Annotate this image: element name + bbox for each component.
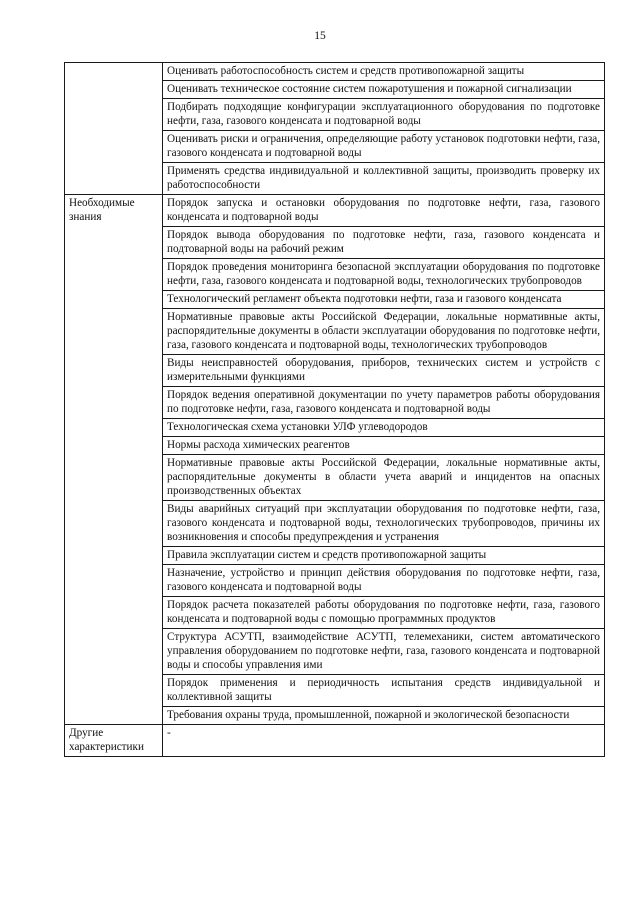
requirement-text: Структура АСУТП, взаимодействие АСУТП, телемеханики, систем автоматического управления оборудованием по подготовке нефти, газа, газового конденсата и подтоварной воды и способы управления ими [163, 629, 605, 675]
requirement-text: Порядок ведения оперативной документации по учету параметров работы оборудования по подготовке нефти, газа, газового конденсата и подтоварной воды [163, 387, 605, 419]
section-label: Необходимые знания [65, 195, 163, 725]
competency-table-body [65, 63, 605, 757]
requirement-text: Оценивать риски и ограничения, определяющие работу установок подготовки нефти, газа, газового конденсата и подтоварной воды [163, 131, 605, 163]
requirement-text: - [163, 725, 605, 757]
section-label: Другие характеристики [65, 725, 163, 757]
requirement-text: Применять средства индивидуальной и коллективной защиты, производить проверку их работоспособности [163, 163, 605, 195]
table-row [65, 63, 605, 81]
requirement-text: Оценивать техническое состояние систем пожаротушения и пожарной сигнализации [163, 81, 605, 99]
requirement-text: Технологический регламент объекта подготовки нефти, газа и газового конденсата [163, 291, 605, 309]
requirement-text: Назначение, устройство и принцип действия оборудования по подготовке нефти, газа, газового конденсата и подтоварной воды [163, 565, 605, 597]
requirement-text: Порядок применения и периодичность испытания средств индивидуальной и коллективной защиты [163, 675, 605, 707]
requirement-text: Порядок вывода оборудования по подготовке нефти, газа, газового конденсата и подтоварной воды на рабочий режим [163, 227, 605, 259]
table-row [65, 195, 605, 227]
requirement-text: Нормативные правовые акты Российской Федерации, локальные нормативные акты, распорядительные документы в области эксплуатации оборудования по подготовке нефти, газа, газового конденсата и подтоварной воды, технологических трубопроводов [163, 309, 605, 355]
requirement-text: Порядок запуска и остановки оборудования по подготовке нефти, газа, газового конденсата и подтоварной воды [163, 195, 605, 227]
requirement-text: Виды неисправностей оборудования, приборов, технических систем и устройств с измерительными функциями [163, 355, 605, 387]
requirement-text: Оценивать работоспособность систем и средств противопожарной защиты [163, 63, 605, 81]
requirement-text: Подбирать подходящие конфигурации эксплуатационного оборудования по подготовке нефти, газа, газового конденсата и подтоварной воды [163, 99, 605, 131]
requirement-text: Порядок расчета показателей работы оборудования по подготовке нефти, газа, газового конденсата и подтоварной воды с помощью программных продуктов [163, 597, 605, 629]
page-number: 15 [314, 30, 326, 42]
requirement-text: Порядок проведения мониторинга безопасной эксплуатации оборудования по подготовке нефти, газа, газового конденсата и подтоварной воды, технологических трубопроводов [163, 259, 605, 291]
requirement-text: Виды аварийных ситуаций при эксплуатации оборудования по подготовке нефти, газа, газового конденсата и подтоварной воды, технологических трубопроводов, причины их возникновения и способы предупреждения и устранения [163, 501, 605, 547]
requirement-text: Правила эксплуатации систем и средств противопожарной защиты [163, 547, 605, 565]
requirement-text: Нормативные правовые акты Российской Федерации, локальные нормативные акты, распорядительные документы в области учета аварий и инцидентов на опасных производственных объектах [163, 455, 605, 501]
requirement-text: Технологическая схема установки УЛФ углеводородов [163, 419, 605, 437]
requirement-text: Требования охраны труда, промышленной, пожарной и экологической безопасности [163, 707, 605, 725]
competency-table [64, 62, 605, 757]
table-row [65, 725, 605, 757]
section-label [65, 63, 163, 195]
requirement-text: Нормы расхода химических реагентов [163, 437, 605, 455]
